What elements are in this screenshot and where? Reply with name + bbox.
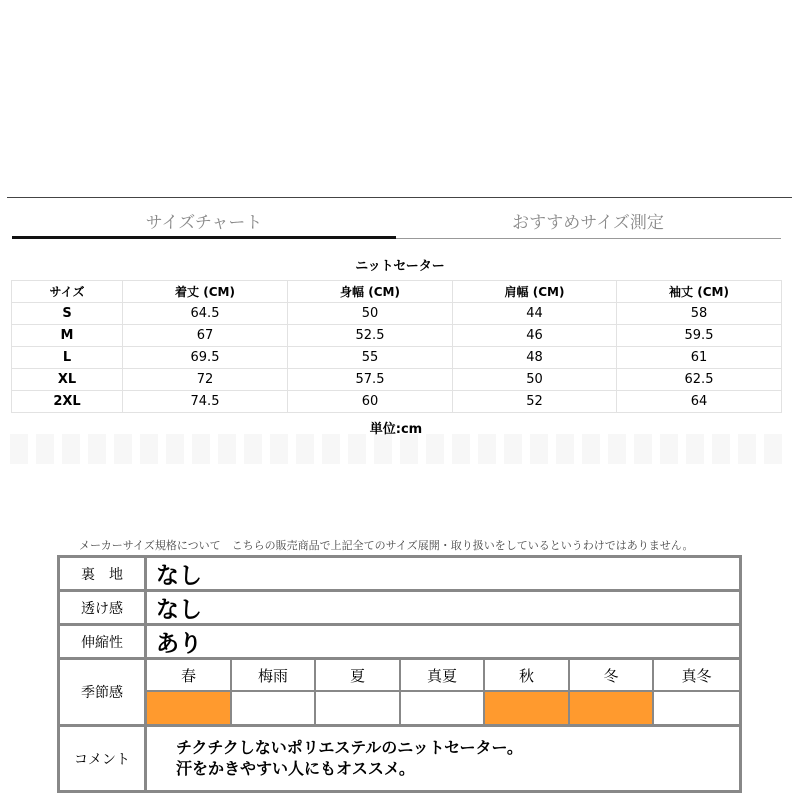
table-row bbox=[12, 391, 782, 413]
spec-row-sheer bbox=[60, 592, 739, 626]
body-width-cell: 60 bbox=[288, 391, 453, 413]
sleeve-length-cell: 61 bbox=[617, 347, 782, 369]
length-cell: 67 bbox=[123, 325, 288, 347]
size-cell: M bbox=[12, 325, 123, 347]
header-body-width: 身幅 (CM) bbox=[288, 281, 453, 303]
body-width-cell: 57.5 bbox=[288, 369, 453, 391]
season-indicator-selected bbox=[570, 692, 654, 724]
shoulder-width-cell: 44 bbox=[453, 303, 617, 325]
comment-text bbox=[176, 737, 523, 779]
sleeve-length-cell: 62.5 bbox=[617, 369, 782, 391]
tab-size-chart[interactable]: サイズチャート bbox=[145, 213, 263, 233]
season-indicator-selected bbox=[485, 692, 570, 724]
season-indicator-selected bbox=[147, 692, 232, 724]
season-label: 夏 bbox=[316, 660, 401, 692]
table-row bbox=[12, 347, 782, 369]
shoulder-width-cell: 46 bbox=[453, 325, 617, 347]
spec-row-stretch bbox=[60, 626, 739, 660]
tab-recommended-size[interactable]: おすすめサイズ測定 bbox=[512, 213, 664, 233]
size-cell: S bbox=[12, 303, 123, 325]
body-width-cell: 50 bbox=[288, 303, 453, 325]
size-chart-title: ニットセーター bbox=[355, 259, 445, 274]
fabric-spec-table bbox=[57, 555, 742, 793]
season-indicator bbox=[654, 692, 739, 724]
tab-inactive-underline bbox=[396, 238, 781, 239]
season-grid bbox=[147, 660, 739, 724]
season-label: 真夏 bbox=[401, 660, 485, 692]
tab-active-indicator bbox=[12, 236, 396, 239]
size-cell: XL bbox=[12, 369, 123, 391]
header-length: 着丈 (CM) bbox=[123, 281, 288, 303]
comment-line: 汗をかきやすい人にもオススメ。 bbox=[176, 759, 415, 778]
body-width-cell: 55 bbox=[288, 347, 453, 369]
length-cell: 72 bbox=[123, 369, 288, 391]
spec-value-sheer: なし bbox=[156, 597, 202, 623]
sleeve-length-cell: 64 bbox=[617, 391, 782, 413]
length-cell: 64.5 bbox=[123, 303, 288, 325]
size-cell: 2XL bbox=[12, 391, 123, 413]
spec-row-lining bbox=[60, 558, 739, 592]
unit-note: 単位:cm bbox=[369, 422, 423, 437]
spec-label-comment: コメント bbox=[60, 727, 147, 790]
spec-label-season: 季節感 bbox=[60, 660, 147, 724]
shoulder-width-cell: 50 bbox=[453, 369, 617, 391]
length-cell: 74.5 bbox=[123, 391, 288, 413]
sleeve-length-cell: 59.5 bbox=[617, 325, 782, 347]
shoulder-width-cell: 48 bbox=[453, 347, 617, 369]
length-cell: 69.5 bbox=[123, 347, 288, 369]
header-sleeve-length: 袖丈 (CM) bbox=[617, 281, 782, 303]
size-table-header-row bbox=[12, 281, 782, 303]
shoulder-width-cell: 52 bbox=[453, 391, 617, 413]
spec-value-lining: なし bbox=[156, 563, 202, 589]
season-label: 真冬 bbox=[654, 660, 739, 692]
season-label: 梅雨 bbox=[232, 660, 316, 692]
size-cell: L bbox=[12, 347, 123, 369]
spec-label-lining: 裏 地 bbox=[60, 558, 147, 589]
header-shoulder-width: 肩幅 (CM) bbox=[453, 281, 617, 303]
season-label: 春 bbox=[147, 660, 232, 692]
comment-line: チクチクしないポリエステルのニットセーター。 bbox=[176, 738, 523, 757]
spec-value-stretch: あり bbox=[156, 631, 202, 657]
season-indicator bbox=[316, 692, 401, 724]
sleeve-length-cell: 58 bbox=[617, 303, 782, 325]
table-row bbox=[12, 303, 782, 325]
season-indicator bbox=[401, 692, 485, 724]
spec-label-stretch: 伸縮性 bbox=[60, 626, 147, 657]
faded-decoration bbox=[10, 434, 790, 464]
tabs-top-divider bbox=[7, 197, 792, 198]
season-label: 秋 bbox=[485, 660, 570, 692]
size-table bbox=[11, 280, 782, 413]
body-width-cell: 52.5 bbox=[288, 325, 453, 347]
maker-size-notice: メーカーサイズ規格について こちらの販売商品で上記全てのサイズ展開・取り扱いをしているというわけではありません。 bbox=[79, 539, 694, 552]
spec-row-comment bbox=[60, 727, 739, 790]
table-row bbox=[12, 325, 782, 347]
spec-row-season bbox=[60, 660, 739, 727]
spec-label-sheer: 透け感 bbox=[60, 592, 147, 623]
season-indicator bbox=[232, 692, 316, 724]
season-label: 冬 bbox=[570, 660, 654, 692]
header-size: サイズ bbox=[12, 281, 123, 303]
table-row bbox=[12, 369, 782, 391]
